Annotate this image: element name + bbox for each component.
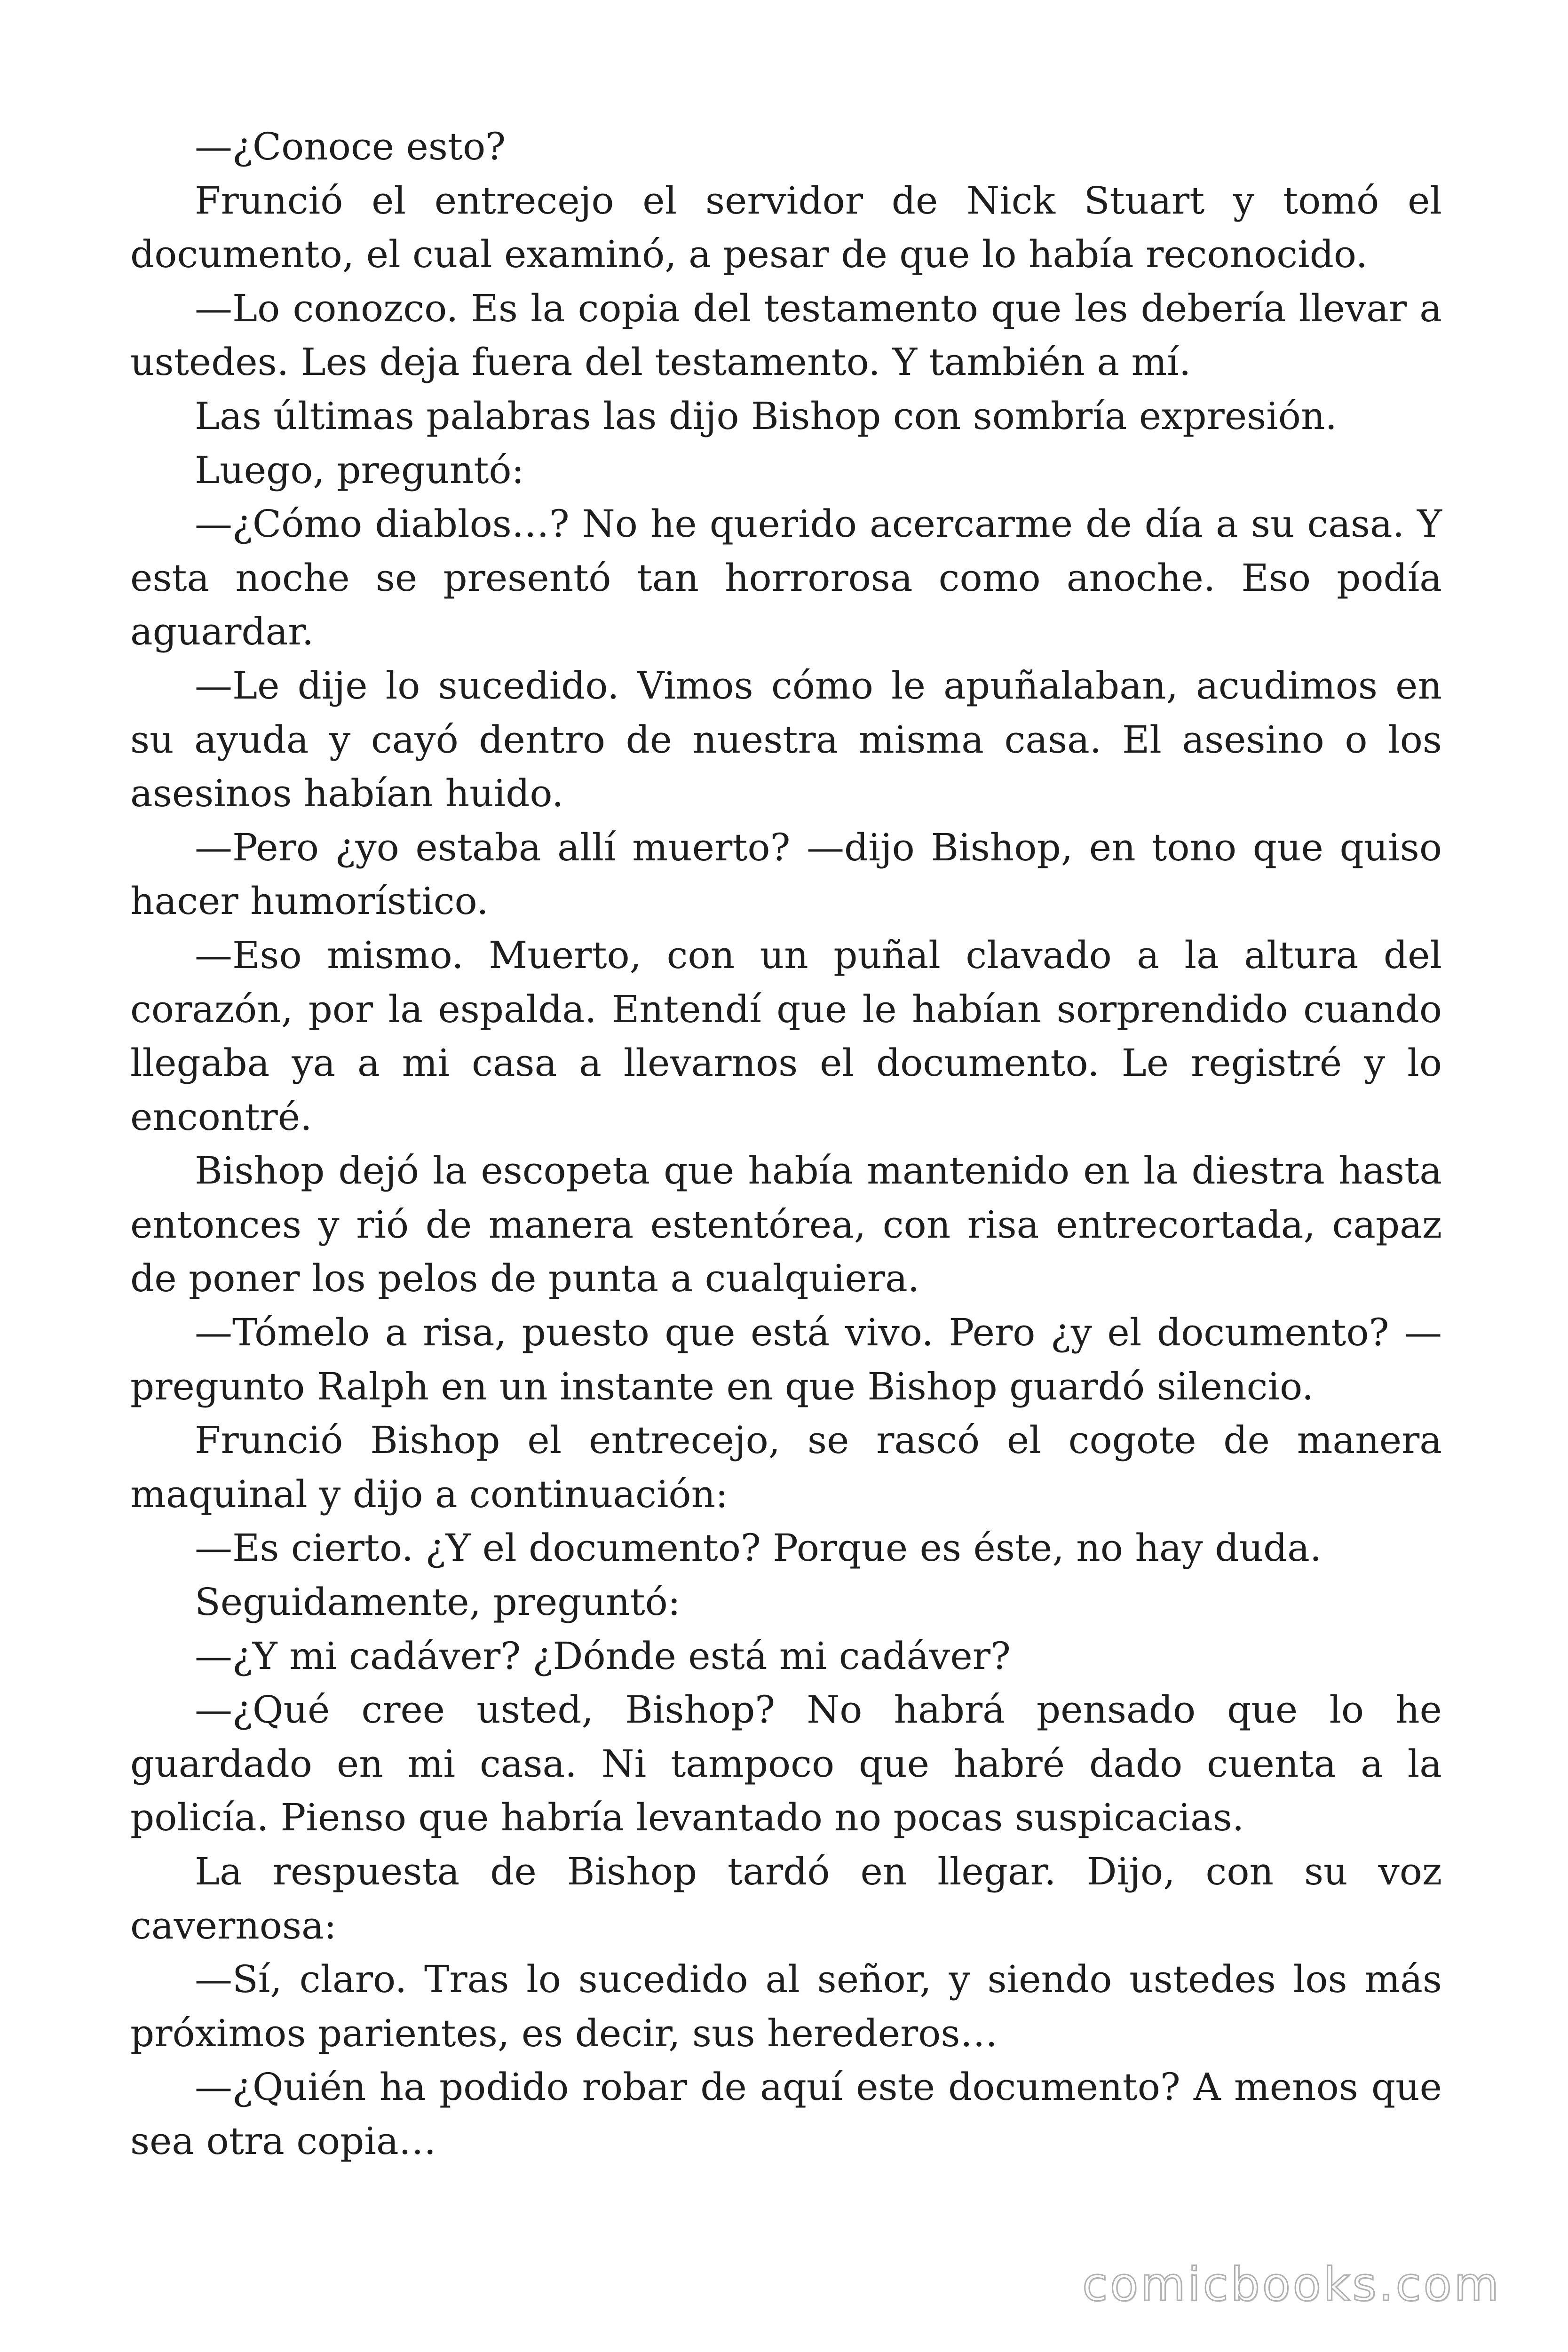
paragraph: —Pero ¿yo estaba allí muerto? —dijo Bishop, en tono que quiso hacer humorístico.	[130, 825, 1442, 923]
paragraph: —Eso mismo. Muerto, con un puñal clavado a la altura del corazón, por la espalda. Entendí que le habían sorprendido cuando llegaba ya a mi casa a llevarnos el documento. Le registré y lo encontré.	[130, 933, 1442, 1139]
paragraph: —Le dije lo sucedido. Vimos cómo le apuñalaban, acudimos en su ayuda y cayó dentro de nuestra misma casa. El asesino o los asesinos habían huido.	[130, 663, 1442, 816]
paragraph: —¿Conoce esto?	[195, 125, 506, 168]
paragraph: —Lo conozco. Es la copia del testamento que les debería llevar a ustedes. Les deja fuera del testamento. Y también a mí.	[130, 286, 1442, 384]
paragraph: La respuesta de Bishop tardó en llegar. Dijo, con su voz cavernosa:	[130, 1850, 1442, 1947]
paragraph: —Sí, claro. Tras lo sucedido al señor, y siendo ustedes los más próximos parientes, es decir, sus herederos…	[130, 1957, 1442, 2055]
paragraph: Frunció Bishop el entrecejo, se rascó el cogote de manera maquinal y dijo a continuación:	[130, 1418, 1442, 1516]
paragraph: Las últimas palabras las dijo Bishop con sombría expresión.	[195, 394, 1337, 438]
paragraph: —Es cierto. ¿Y el documento? Porque es éste, no hay duda.	[195, 1526, 1322, 1570]
paragraph: —¿Qué cree usted, Bishop? No habrá pensado que lo he guardado en mi casa. Ni tampoco que habré dado cuenta a la policía. Pienso que habría levantado no pocas suspicacias.	[130, 1688, 1442, 1840]
body-text	[130, 120, 1442, 2169]
paragraph: —¿Cómo diablos…? No he querido acercarme de día a su casa. Y esta noche se presentó tan horrorosa como anoche. Eso podía aguardar.	[130, 502, 1442, 654]
paragraph: Frunció el entrecejo el servidor de Nick Stuart y tomó el documento, el cual examinó, a pesar de que lo había reconocido.	[130, 178, 1442, 277]
paragraph: Luego, preguntó:	[195, 448, 524, 492]
watermark: comicbooks.com	[1082, 2258, 1501, 2312]
paragraph: —¿Quién ha podido robar de aquí este documento? A menos que sea otra copia…	[130, 2065, 1442, 2163]
paragraph: Seguidamente, preguntó:	[195, 1580, 681, 1624]
paragraph: —¿Y mi cadáver? ¿Dónde está mi cadáver?	[195, 1634, 1011, 1678]
paragraph: Bishop dejó la escopeta que había mantenido en la diestra hasta entonces y rió de manera estentórea, con risa entrecortada, capaz de poner los pelos de punta a cualquiera.	[130, 1149, 1442, 1301]
paragraph: —Tómelo a risa, puesto que está vivo. Pero ¿y el documento? —pregunto Ralph en un instante en que Bishop guardó silencio.	[130, 1311, 1442, 1408]
